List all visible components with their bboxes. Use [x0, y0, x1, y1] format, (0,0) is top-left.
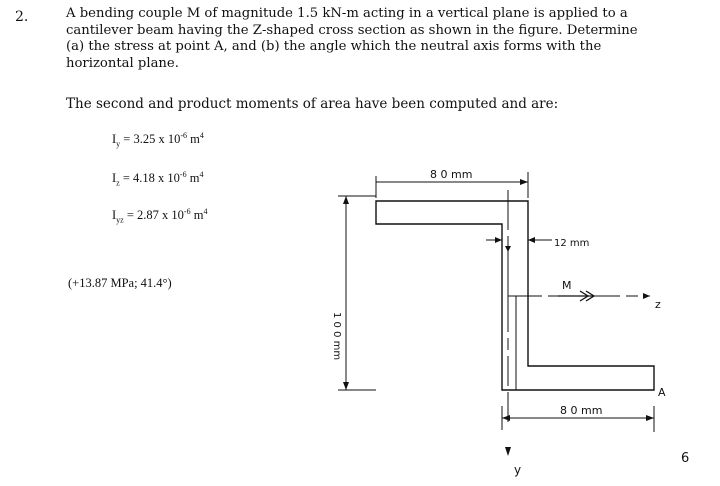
- dim-height-label: 1 0 0 mm: [331, 312, 342, 361]
- problem-statement: A bending couple M of magnitude 1.5 kN-m acting in a vertical plane is applied to a cantilever beam having the Z-shaped cross section as shown in the figure. Determine (a) the stress at point A, and (b) the angle which the neutral axis forms with the horizontal plane.: [66, 6, 638, 71]
- dim-top-label: 8 0 mm: [430, 168, 473, 181]
- z-axis-label: z: [655, 298, 661, 311]
- moment-iz: $I_z = 4.18$ x $10^{-6}$ $m^4$: [112, 170, 204, 188]
- question-number: 2.: [15, 9, 29, 25]
- y-axis-label: y: [514, 463, 522, 477]
- answer-text: (+13.87 MPa; 41.4°): [68, 276, 172, 290]
- moment-iy: $I_y = 3.25$ x $10^{-6}$ $m^4$: [112, 131, 204, 149]
- z-section-figure: [310, 160, 690, 486]
- moment-iyz: $I_{yz} = 2.87$ x $10^{-6}$ $m^4$: [112, 207, 208, 225]
- page-number: 6: [681, 451, 690, 466]
- moments-intro: The second and product moments of area have been computed and are:: [66, 96, 559, 112]
- dim-bottom-label: 8 0 mm: [560, 404, 603, 417]
- dim-thickness-label: 12 mm: [554, 238, 590, 249]
- point-a-label: A: [658, 386, 666, 399]
- moment-label: M: [562, 279, 572, 292]
